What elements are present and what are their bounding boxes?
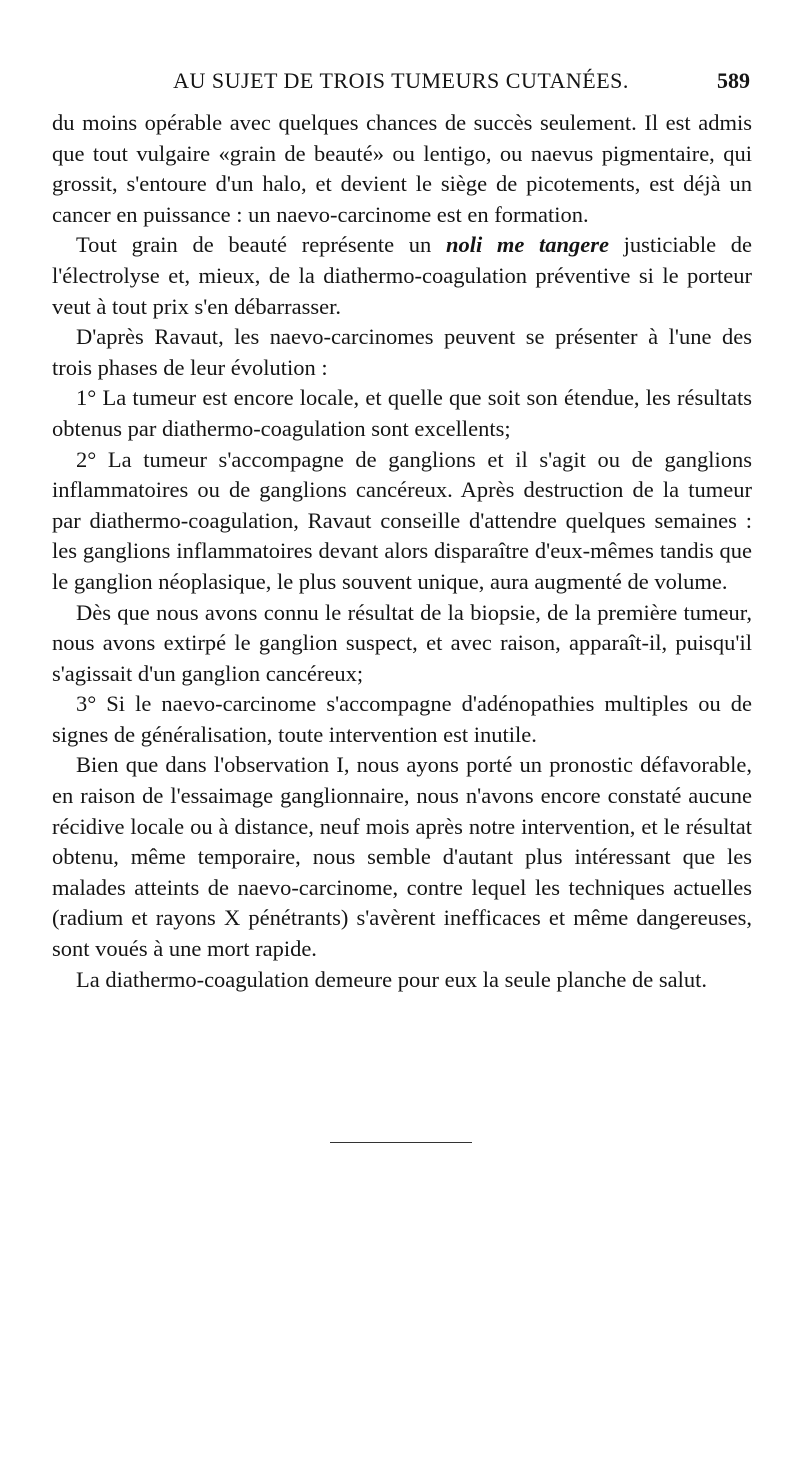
- paragraph-6: Dès que nous avons connu le résultat de la biopsie, de la première tumeur, nous avons extirpé le ganglion suspect, et avec raison, apparaît-il, puisqu'il s'agissait d'un ganglion cancéreux;: [52, 599, 752, 686]
- page-number: 589: [717, 68, 750, 93]
- body-text: [52, 108, 752, 995]
- running-title: AU SUJET DE TROIS TUMEURS CUTANÉES.: [173, 68, 629, 93]
- paragraph-phase-2: 2° La tumeur s'accompagne de ganglions et il s'agit ou de ganglions inflammatoires ou de ganglions cancéreux. Après destruction de la tumeur par diathermo-coagulation, Ravaut conseille d'attendre quelques semaines : les ganglions inflammatoires devant alors disparaître d'eux-mêmes tandis que le ganglion néoplasique, le plus souvent unique, aura augmenté de volume.: [52, 446, 752, 594]
- paragraph-2-lead: Tout grain de beauté représente un: [76, 232, 446, 258]
- latin-phrase: noli me tangere: [445, 232, 609, 258]
- running-head: [52, 64, 750, 98]
- paragraph-3: D'après Ravaut, les naevo-carcinomes peuvent se présenter à l'une des trois phases de leur évolution :: [52, 324, 752, 380]
- closing-rule: [330, 1142, 472, 1143]
- paragraph-phase-1: 1° La tumeur est encore locale, et quelle que soit son étendue, les résultats obtenus par diathermo-coagulation sont excellents;: [52, 385, 752, 441]
- paragraph-1: du moins opérable avec quelques chances de succès seulement. Il est admis que tout vulgaire «grain de beauté» ou lentigo, ou naevus pigmentaire, qui grossit, s'entoure d'un halo, et devient le siège de picotements, est déjà un cancer en puissance : un naevo-carcinome est en formation.: [52, 110, 752, 227]
- paragraph-8: Bien que dans l'observation I, nous ayons porté un pronostic défavorable, en raison de l'essaimage ganglionnaire, nous n'avons encore constaté aucune récidive locale ou à distance, neuf mois après notre intervention, et le résultat obtenu, même temporaire, nous semble d'autant plus intéressant que les malades atteints de naevo-carcinome, contre lequel les techniques actuelles (radium et rayons X pénétrants) s'avèrent inefficaces et même dangereuses, sont voués à une mort rapide.: [52, 752, 752, 962]
- paragraph-2-rest: justiciable de l'électrolyse et, mieux, de la diathermo-coagulation préventive si le porteur veut à tout prix s'en débarrasser.: [52, 232, 752, 319]
- paragraph-phase-3: 3° Si le naevo-carcinome s'accompagne d'adénopathies multiples ou de signes de généralisation, toute intervention est inutile.: [52, 691, 752, 747]
- paragraph-2: [52, 230, 752, 322]
- paragraph-9: La diathermo-coagulation demeure pour eux la seule planche de salut.: [76, 966, 707, 992]
